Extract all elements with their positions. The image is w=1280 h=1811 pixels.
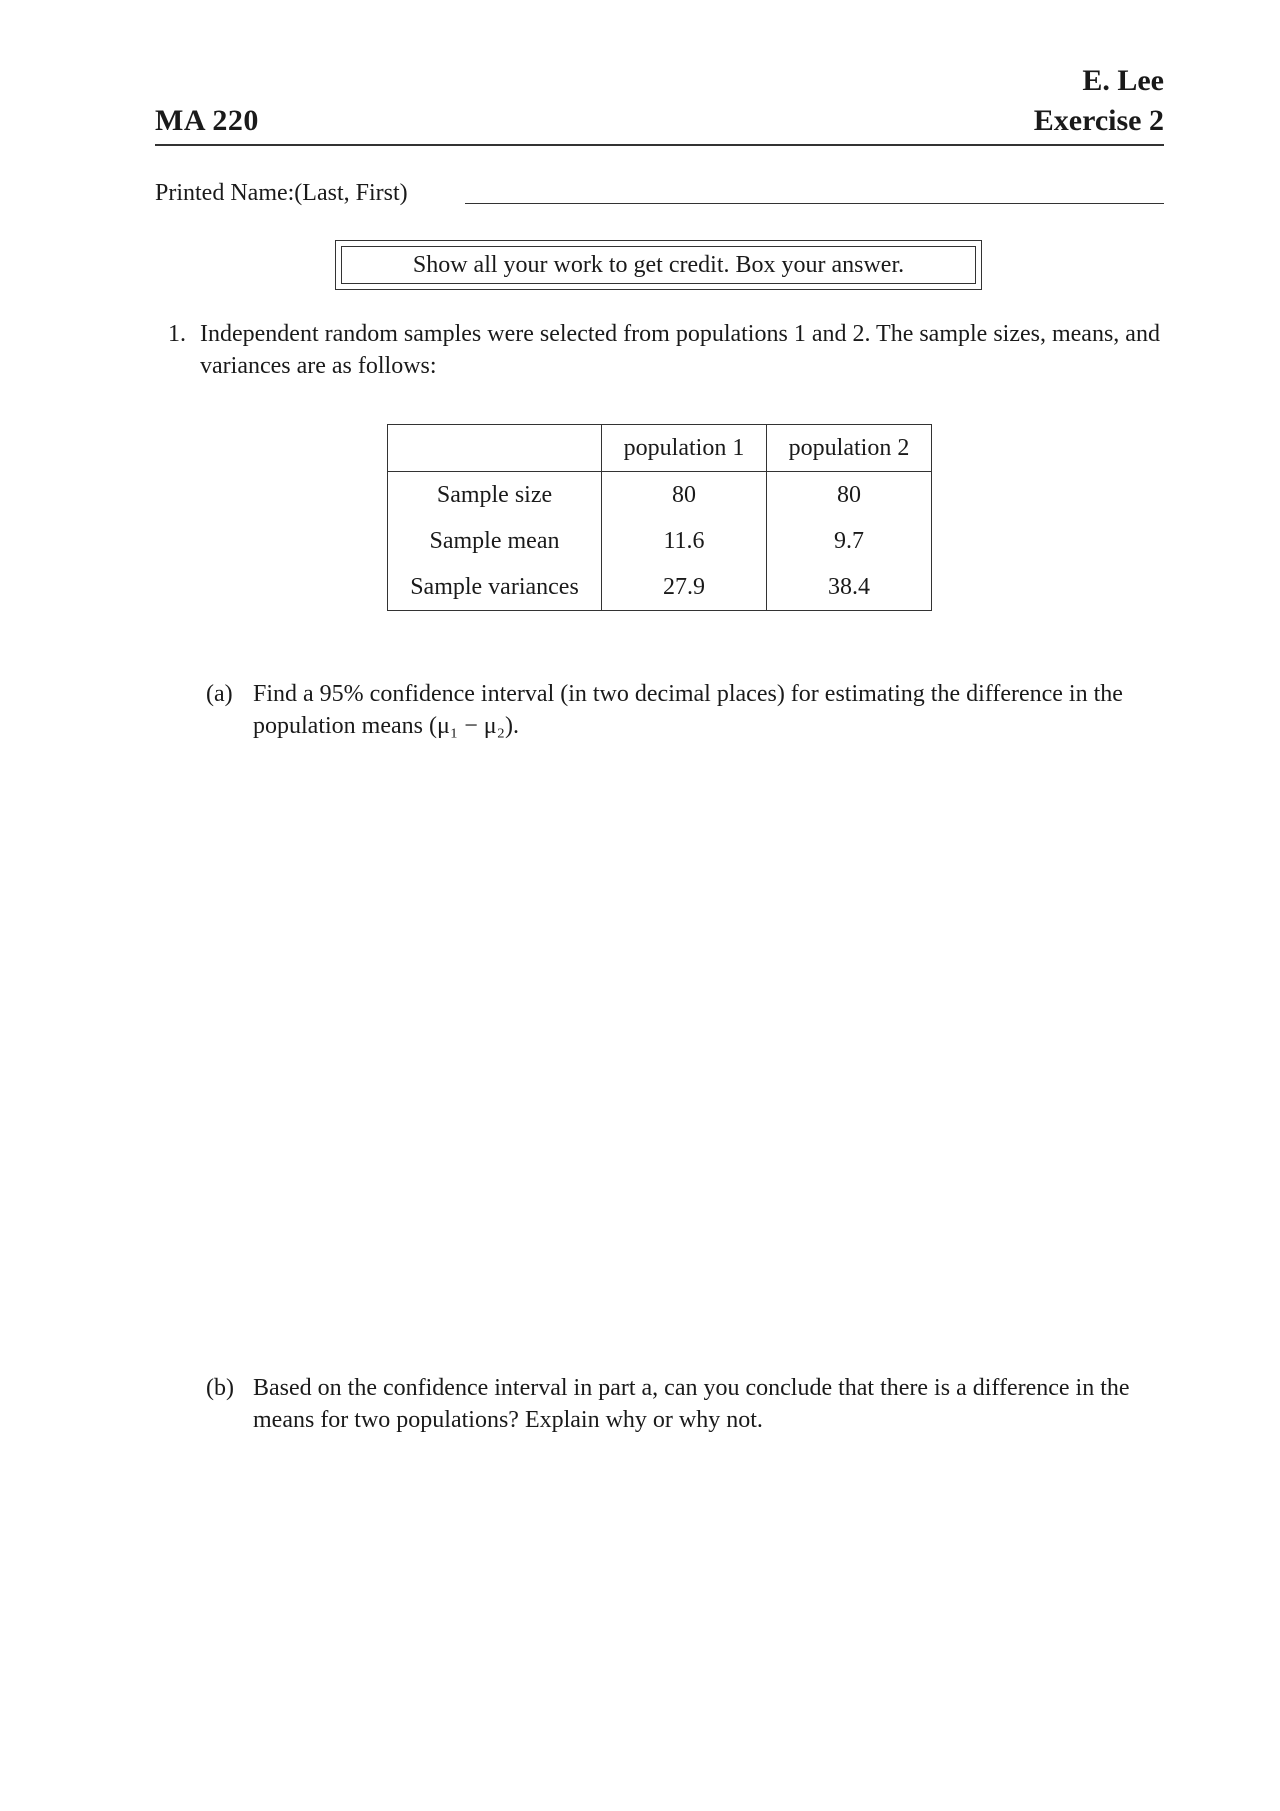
problem-1 bbox=[168, 318, 1168, 382]
table-header-cell: population 2 bbox=[767, 425, 932, 472]
row-label: Sample variances bbox=[388, 564, 602, 611]
table-header-cell bbox=[388, 425, 602, 472]
table-cell: 11.6 bbox=[602, 518, 767, 564]
table-cell: 9.7 bbox=[767, 518, 932, 564]
instructions-box bbox=[335, 240, 982, 290]
table-header-row bbox=[388, 425, 932, 472]
table-cell: 27.9 bbox=[602, 564, 767, 611]
table-row bbox=[388, 518, 932, 564]
question-part-b bbox=[206, 1372, 1168, 1436]
table-cell: 80 bbox=[767, 472, 932, 519]
part-b-text: Based on the confidence interval in part a, can you conclude that there is a difference in the means for two populations? Explain why or why not. bbox=[253, 1375, 1130, 1433]
part-a-label: (a) bbox=[206, 681, 233, 707]
instructions-text: Show all your work to get credit. Box your answer. bbox=[341, 246, 976, 284]
author-name: E. Lee bbox=[1082, 64, 1164, 97]
problem-text: Independent random samples were selected from populations 1 and 2. The sample sizes, means, and variances are as follows: bbox=[200, 321, 1160, 379]
table-row bbox=[388, 564, 932, 611]
printed-name-line[interactable] bbox=[465, 203, 1164, 204]
sample-data-table bbox=[387, 424, 932, 611]
row-label: Sample mean bbox=[388, 518, 602, 564]
part-b-label: (b) bbox=[206, 1375, 234, 1401]
header-divider bbox=[155, 144, 1164, 146]
exercise-title: Exercise 2 bbox=[1033, 104, 1164, 137]
table-cell: 38.4 bbox=[767, 564, 932, 611]
printed-name-label: Printed Name:(Last, First) bbox=[155, 180, 408, 206]
question-part-a bbox=[206, 678, 1168, 742]
problem-number: 1. bbox=[168, 321, 186, 347]
part-a-text: Find a 95% confidence interval (in two decimal places) for estimating the difference in the population means (μ₁ − μ₂). bbox=[253, 681, 1123, 739]
table-cell: 80 bbox=[602, 472, 767, 519]
course-code: MA 220 bbox=[155, 104, 259, 137]
row-label: Sample size bbox=[388, 472, 602, 519]
table-row bbox=[388, 472, 932, 519]
table-header-cell: population 1 bbox=[602, 425, 767, 472]
